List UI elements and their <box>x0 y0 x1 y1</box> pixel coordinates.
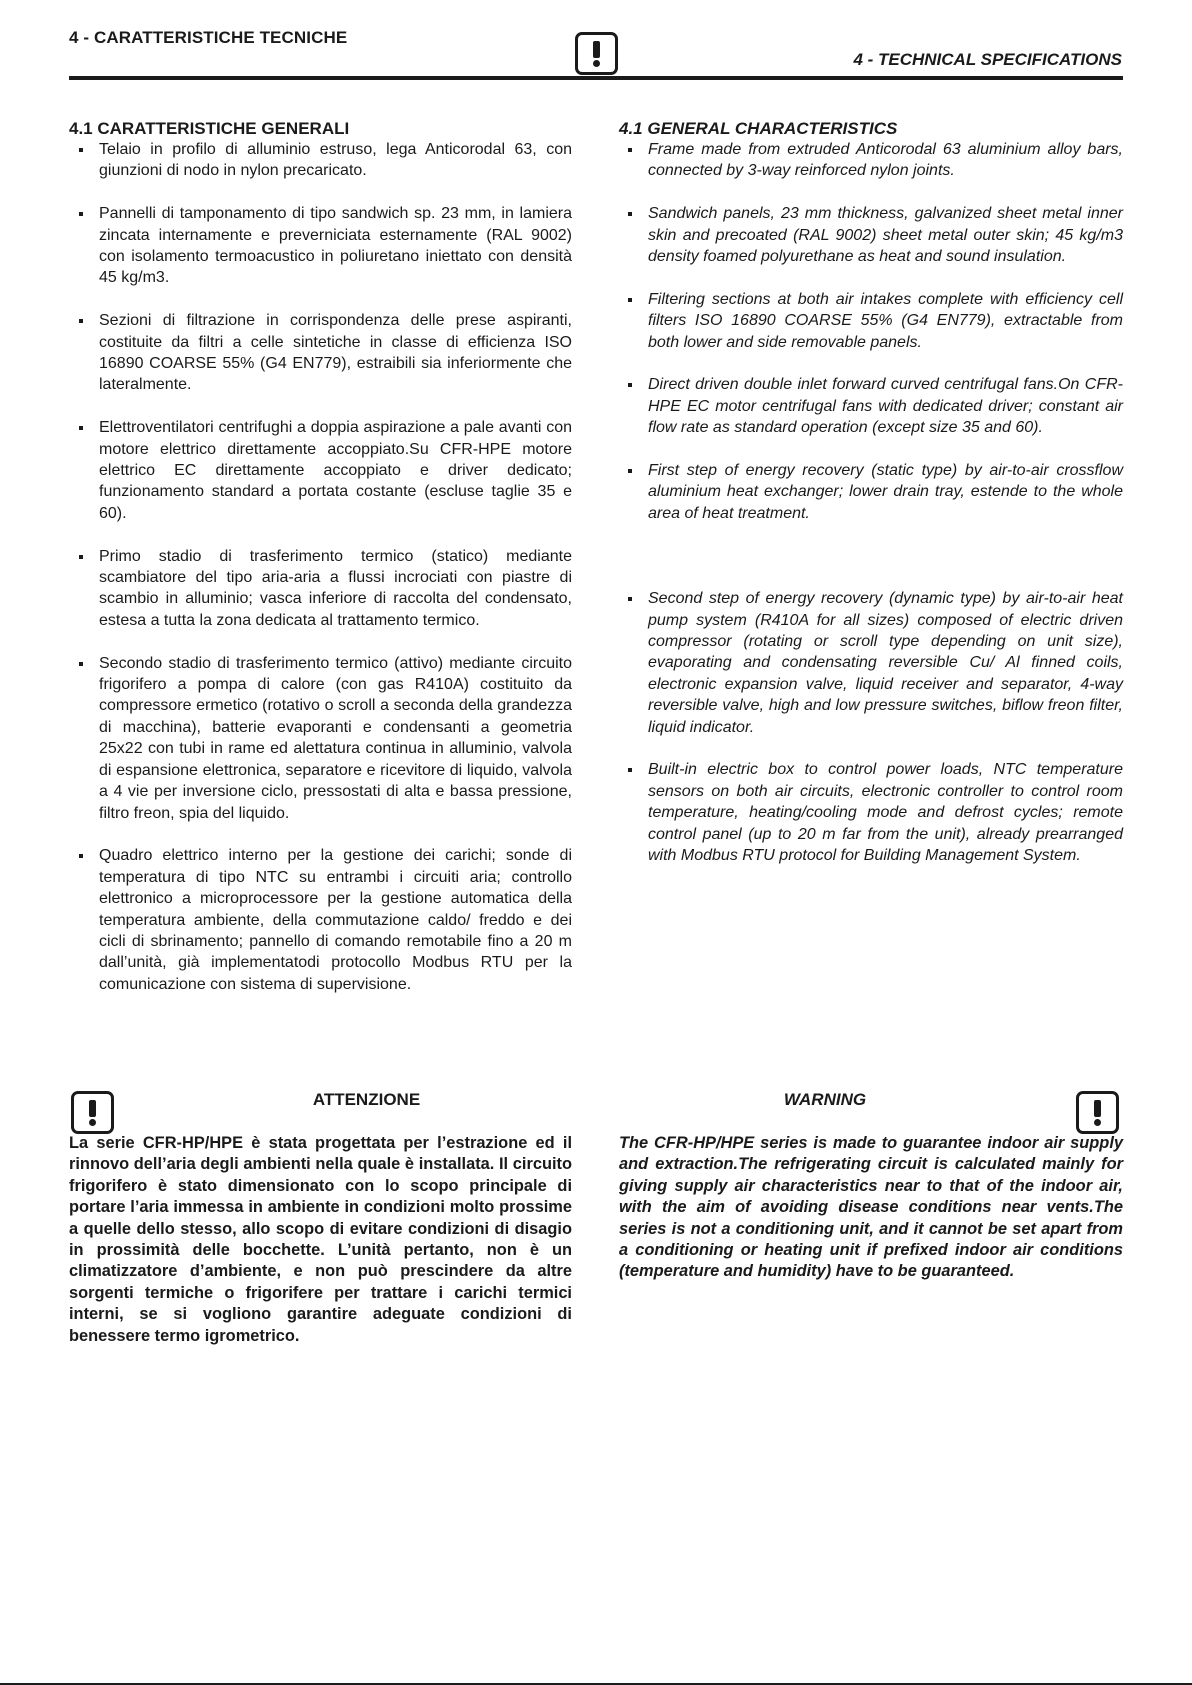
spec-list-italian <box>69 139 572 995</box>
warning-icon <box>1076 1091 1119 1134</box>
list-item: Frame made from extruded Anticorodal 63 aluminium alloy bars, connected by 3-way reinforced nylon joints. <box>619 139 1123 182</box>
list-item: Sandwich panels, 23 mm thickness, galvanized sheet metal inner skin and precoated (RAL 9002) sheet metal outer skin; 45 kg/m3 density foamed polyurethane as heat and sound insulation. <box>619 203 1123 267</box>
list-item: Telaio in profilo di alluminio estruso, lega Anticorodal 63, con giunzioni di nodo in nylon precaricato. <box>69 139 572 182</box>
section-title-english: 4.1 GENERAL CHARACTERISTICS <box>619 119 898 138</box>
list-item: First step of energy recovery (static type) by air-to-air crossflow aluminium heat exchanger; lower drain tray, estende to the whole area of heat treatment. <box>619 460 1123 524</box>
list-item: Built-in electric box to control power loads, NTC temperature sensors on both air circuits, electronic controller to control room temperature, heating/cooling mode and defrost cycles; remote control panel (up to 20 m far from the unit), already prearranged with Modbus RTU protocol for Building Management System. <box>619 759 1123 866</box>
spec-list-english <box>619 139 1123 867</box>
warning-icon <box>575 32 618 75</box>
list-item: Primo stadio di trasferimento termico (statico) mediante scambiatore del tipo aria-aria a flussi incrociati con piastre di scambio in alluminio; vasca inferiore di raccolta del condensato, estesa a tutta la zona dedicata al trattamento termico. <box>69 546 572 632</box>
list-item: Direct driven double inlet forward curved centrifugal fans.On CFR-HPE EC motor centrifugal fans with dedicated driver; constant air flow rate as standard operation (except size 35 and 60). <box>619 374 1123 438</box>
section-title-italian: 4.1 CARATTERISTICHE GENERALI <box>69 119 350 138</box>
header-divider <box>69 76 1123 80</box>
english-column <box>619 118 1123 888</box>
list-item: Pannelli di tamponamento di tipo sandwich sp. 23 mm, in lamiera zincata internamente e preverniciata esternamente (RAL 9002) con isolamento termoacustico in poliuretano iniettato con densità 45 kg/m3. <box>69 203 572 289</box>
list-item: Second step of energy recovery (dynamic type) by air-to-air heat pump system (R410A for all sizes) composed of electric driven compressor (rotating or scroll type depending on unit size), evaporating and condensating reversible Cu/ Al finned coils, electronic expansion valve, liquid receiver and separator, 4-way reversible valve, high and low pressure switches, biflow freon filter, liquid indicator. <box>619 588 1123 738</box>
header-title-english: 4 - TECHNICAL SPECIFICATIONS <box>853 50 1122 69</box>
list-item: Sezioni di filtrazione in corrispondenza delle prese aspiranti, costituite da filtri a celle sintetiche in classe di efficienza ISO 16890 COARSE 55% (G4 EN779), estraibili sia inferiormente che lateralmente. <box>69 310 572 396</box>
header-title-italian: 4 - CARATTERISTICHE TECNICHE <box>69 28 348 47</box>
warning-title-italian: ATTENZIONE <box>312 1090 421 1109</box>
italian-column <box>69 118 572 1017</box>
list-item: Elettroventilatori centrifughi a doppia aspirazione a pale avanti con motore elettrico direttamente accoppiato.Su CFR-HPE motore elettrico EC direttamente accoppiato e driver dedicato; funzionamento standard a portata costante (escluse taglie 35 e 60). <box>69 417 572 524</box>
list-item: Filtering sections at both air intakes complete with efficiency cell filters ISO 16890 COARSE 55% (G4 EN779), extractable from both lower and side removable panels. <box>619 289 1123 353</box>
warning-text-english: The CFR-HP/HPE series is made to guarantee indoor air supply and extraction.The refrigerating circuit is calculated mainly for giving supply air characteristics near to that of the indoor air, with the aim of avoiding disease conditions near vents.The series is not a conditioning unit, and it cannot be set apart from a conditioning or heating unit if prefixed indoor air conditions (temperature and humidity) have to be guaranteed. <box>619 1134 1123 1281</box>
list-item: Quadro elettrico interno per la gestione dei carichi; sonde di temperatura di tipo NTC su entrambi i circuiti aria; controllo elettronico a microprocessore per la gestione automatica della temperatura ambiente, della commutazione caldo/ freddo e dei cicli di sbrinamento; pannello di comando remotabile fino a 20 m dall’unità, già implementatodi protocollo Modbus RTU per la comunicazione con sistema di supervisione. <box>69 845 572 995</box>
warning-title-english: WARNING <box>783 1090 867 1109</box>
warning-text-italian: La serie CFR-HP/HPE è stata progettata per l’estrazione ed il rinnovo dell’aria degli ambienti nella quale è installata. Il circuito frigorifero è stato dimensionato con lo scopo principale di portare l’aria immessa in ambiente in condizioni molto prossime a quelle dello stesso, allo scopo di evitare condizioni di disagio in prossimità delle bocchette. L’unità pertanto, non è un climatizzatore d’ambiente, e non può prescindere da altre sorgenti termiche o frigorifere per trattare i carichi termici interni, se si vogliono garantire adeguate condizioni di benessere termo igrometrico. <box>69 1134 572 1345</box>
list-item: Secondo stadio di trasferimento termico (attivo) mediante circuito frigorifero a pompa di calore (con gas R410A) costituito da compressore ermetico (rotativo o scroll a seconda della grandezza di macchina), batterie evaporanti e condensanti a geometria 25x22 con tubi in rame ed alettatura continua in alluminio, valvola di espansione elettronica, separatore e ricevitore di liquido, valvola a 4 vie per inversione ciclo, pressostati di alta e bassa pressione, filtro freon, spia del liquido. <box>69 653 572 824</box>
